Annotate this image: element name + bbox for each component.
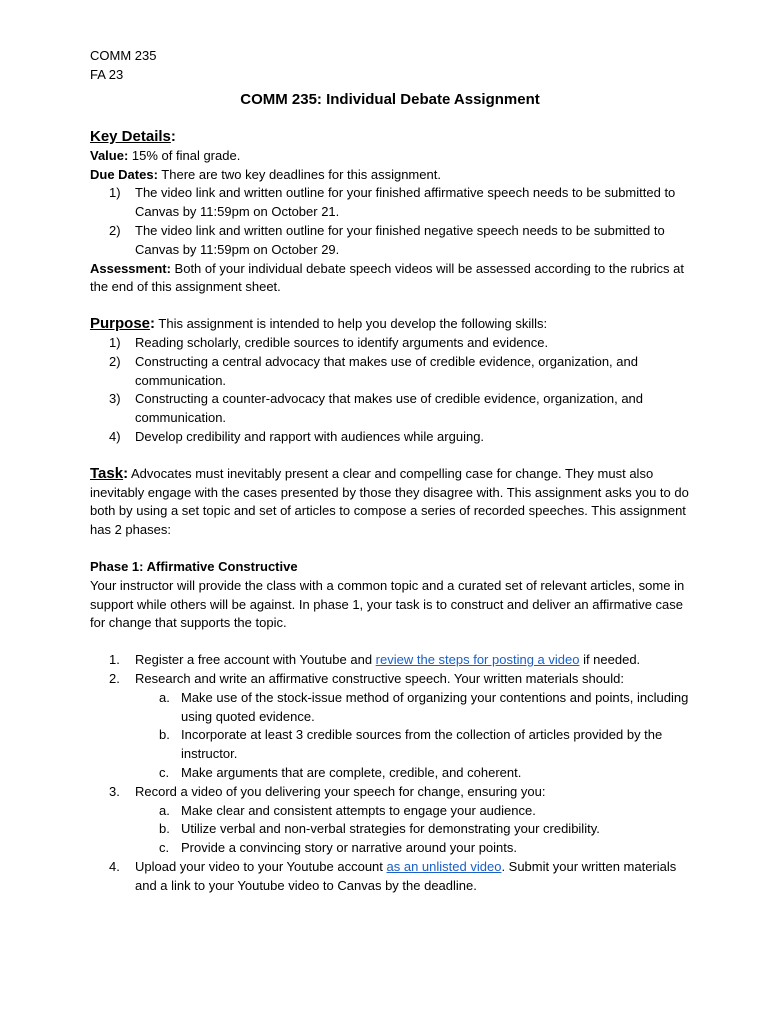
purpose-intro-line: Purpose: This assignment is intended to help you develop the following skills: — [90, 315, 548, 333]
sub-list-item — [90, 689, 690, 727]
term: FA 23 — [90, 66, 124, 82]
sub-item-letter: c. — [159, 764, 170, 780]
step3-text: Record a video of you delivering your speech for change, ensuring you: — [135, 783, 546, 799]
list-item — [90, 222, 690, 260]
list-item-text: Constructing a counter-advocacy that makes use of credible evidence, organization, and communication. — [135, 391, 644, 426]
sub-item-letter: b. — [159, 727, 170, 743]
list-item — [90, 428, 690, 447]
task-heading: Task — [90, 464, 124, 482]
list-item — [90, 184, 690, 222]
list-item-number: 3. — [109, 783, 120, 799]
sub-item-letter: b. — [159, 821, 170, 837]
list-item-number: 4) — [109, 428, 121, 444]
assessment-text: Both of your individual debate speech videos will be assessed according to the rubrics at the end of this assignment sheet. — [90, 260, 685, 295]
sub-list-item — [90, 820, 690, 839]
list-item-text: Reading scholarly, credible sources to identify arguments and evidence. — [135, 334, 549, 350]
list-item-text: The video link and written outline for your finished negative speech needs to be submitted to Canvas by 11:59pm on October 29. — [135, 222, 665, 257]
list-item — [90, 783, 690, 802]
phase1-heading: Phase 1: Affirmative Constructive — [90, 558, 298, 574]
value-label: Value: — [90, 147, 129, 163]
sub-item-text: Incorporate at least 3 credible sources from the collection of articles provided by the instructor. — [181, 727, 663, 762]
list-item — [90, 353, 690, 391]
sub-item-text: Make clear and consistent attempts to engage your audience. — [181, 802, 536, 818]
assessment-line — [90, 260, 690, 298]
purpose-heading: Purpose — [90, 315, 151, 333]
purpose-section — [90, 315, 690, 447]
step4-text: Upload your video to your Youtube account — [135, 858, 387, 874]
assessment-label: Assessment: — [90, 260, 171, 276]
value-line — [90, 147, 690, 166]
sub-item-text: Provide a convincing story or narrative around your points. — [181, 840, 518, 856]
skills-list — [90, 334, 690, 447]
sub-list-item — [90, 802, 690, 821]
phase1-section — [90, 558, 690, 896]
sub-item-text: Make arguments that are complete, credible, and coherent. — [181, 764, 522, 780]
list-item — [90, 670, 690, 689]
due-dates-text: There are two key deadlines for this assignment. — [157, 166, 441, 182]
sub-item-text: Utilize verbal and non-verbal strategies for demonstrating your credibility. — [181, 821, 600, 837]
task-section: Task: Advocates must inevitably present a clear and compelling case for change. They must also inevitably engage with the cases presented by those they disagree with. This assignment asks you to do both by using a set topic and set of articles to compose a series of recorded speeches. This assignment has 2 phases: — [90, 464, 689, 538]
purpose-intro: This assignment is intended to help you develop the following skills: — [155, 316, 548, 332]
sub-item-letter: a. — [159, 802, 170, 818]
step1-text: Register a free account with Youtube and — [135, 652, 376, 668]
phase1-intro: Your instructor will provide the class with a common topic and a curated set of relevant articles, some in support while others will be against. In phase 1, your task is to construct and deliver an affirmative case for change that supports the topic. — [90, 577, 685, 631]
list-item-text: Constructing a central advocacy that makes use of credible evidence, organization, and communication. — [135, 353, 638, 388]
posting-video-steps-link[interactable]: review the steps for posting a video — [375, 652, 580, 668]
document-page — [90, 47, 690, 895]
sub-item-letter: a. — [159, 689, 170, 705]
list-item-number: 1) — [109, 185, 121, 201]
step1-text-end: if needed. — [579, 652, 641, 668]
list-item-number: 3) — [109, 391, 121, 407]
due-dates-label: Due Dates: — [90, 166, 158, 182]
list-item — [90, 651, 690, 670]
sub-list-item — [90, 726, 690, 764]
list-item-number: 1) — [109, 334, 121, 350]
list-item — [90, 390, 690, 428]
list-item-text: The video link and written outline for your finished affirmative speech needs to be submitted to Canvas by 11:59pm on October 21. — [135, 185, 676, 220]
list-item-number: 1. — [109, 652, 120, 668]
deadline-list — [90, 184, 690, 259]
key-details-section — [90, 128, 690, 297]
list-item-number: 2) — [109, 353, 121, 369]
document-title: COMM 235: Individual Debate Assignment — [240, 91, 540, 108]
sub-item-text: Make use of the stock-issue method of organizing your contentions and points, including using quoted evidence. — [181, 689, 689, 724]
phase1-steps-list — [90, 651, 690, 895]
list-item-number: 2. — [109, 670, 120, 686]
task-text: Advocates must inevitably present a clear and compelling case for change. They must also inevitably engage with the cases presented by those they disagree with. This assignment asks you to do both by using a set topic and set of articles to compose a series of recorded speeches. This assignment has 2 phases: — [90, 465, 689, 538]
due-dates-line — [90, 166, 690, 185]
step4-text-end: . Submit your written materials and a link to your Youtube video to Canvas by the deadline. — [135, 858, 677, 893]
list-item-number: 2) — [109, 222, 121, 238]
unlisted-video-link[interactable]: as an unlisted video — [386, 858, 502, 874]
step2-text: Research and write an affirmative constructive speech. Your written materials should: — [135, 670, 624, 686]
list-item — [90, 334, 690, 353]
key-details-heading-row: Key Details: — [90, 128, 176, 145]
key-details-heading: Key Details — [90, 128, 171, 145]
list-item-text: Develop credibility and rapport with audiences while arguing. — [135, 428, 485, 444]
list-item-number: 4. — [109, 858, 120, 874]
course-code: COMM 235 — [90, 48, 157, 63]
sub-list-item — [90, 839, 690, 858]
value-text: 15% of final grade. — [128, 147, 241, 163]
sub-item-letter: c. — [159, 840, 170, 856]
list-item — [90, 858, 690, 896]
sub-list-item — [90, 764, 690, 783]
